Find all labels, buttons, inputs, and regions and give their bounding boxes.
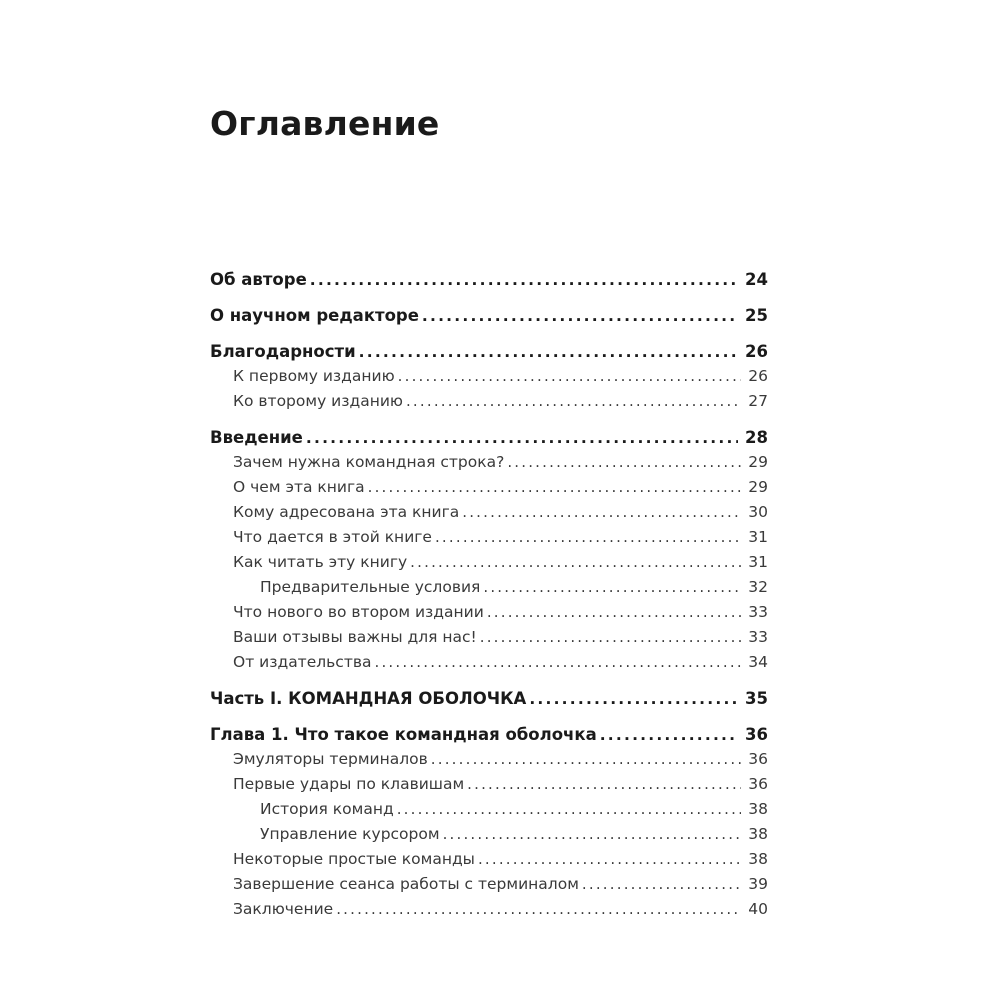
- toc-page-number: 34: [748, 653, 768, 671]
- toc-page-number: 40: [748, 900, 768, 918]
- toc-entry: [210, 600, 768, 625]
- toc-page-number: 25: [745, 306, 768, 325]
- toc-entry-label: От издательства: [233, 653, 372, 671]
- toc-entry: [210, 772, 768, 797]
- toc-entry-label: Кому адресована эта книга: [233, 503, 460, 521]
- toc-entry: [210, 722, 768, 747]
- toc-entry: [210, 550, 768, 575]
- toc-page-number: 38: [748, 850, 768, 868]
- toc-entry-label: Заключение: [233, 900, 334, 918]
- toc-entry: [210, 500, 768, 525]
- toc-page-number: 38: [748, 800, 768, 818]
- toc-dot-leader: [368, 475, 742, 500]
- table-of-contents: [210, 256, 768, 922]
- toc-dot-leader: [374, 650, 741, 675]
- toc-entry-label: О чем эта книга: [233, 478, 365, 496]
- toc-page-number: 26: [748, 367, 768, 385]
- toc-entry-label: Эмуляторы терминалов: [233, 750, 428, 768]
- toc-page-number: 33: [748, 628, 768, 646]
- toc-entry-label: Что дается в этой книге: [233, 528, 432, 546]
- toc-entry-label: Что нового во втором издании: [233, 603, 484, 621]
- toc-entry-label: Благодарности: [210, 342, 356, 361]
- toc-page-number: 38: [748, 825, 768, 843]
- toc-entry: [210, 686, 768, 711]
- toc-page-number: 36: [748, 750, 768, 768]
- toc-dot-leader: [397, 797, 742, 822]
- toc-entry-label: Об авторе: [210, 270, 307, 289]
- toc-page-number: 35: [745, 689, 768, 708]
- toc-entry: [210, 267, 768, 292]
- toc-dot-leader: [478, 847, 741, 872]
- toc-dot-leader: [462, 500, 741, 525]
- toc-page-number: 24: [745, 270, 768, 289]
- toc-dot-leader: [306, 425, 738, 451]
- toc-entry-label: Введение: [210, 428, 303, 447]
- toc-entry: [210, 450, 768, 475]
- toc-page-number: 29: [748, 453, 768, 471]
- toc-entry-label: Завершение сеанса работы с терминалом: [233, 875, 579, 893]
- toc-entry: [210, 872, 768, 897]
- toc-entry: [210, 525, 768, 550]
- toc-page-number: 39: [748, 875, 768, 893]
- toc-entry: [210, 475, 768, 500]
- toc-dot-leader: [422, 303, 738, 329]
- toc-dot-leader: [507, 450, 741, 475]
- toc-entry-label: Зачем нужна командная строка?: [233, 453, 505, 471]
- toc-entry-label: К первому изданию: [233, 367, 395, 385]
- toc-dot-leader: [529, 686, 738, 712]
- toc-entry: [210, 303, 768, 328]
- toc-entry: [210, 797, 768, 822]
- toc-entry-label: Некоторые простые команды: [233, 850, 475, 868]
- toc-entry: [210, 747, 768, 772]
- toc-entry-label: Предварительные условия: [260, 578, 481, 596]
- toc-entry: [210, 575, 768, 600]
- toc-dot-leader: [336, 897, 741, 922]
- toc-dot-leader: [600, 722, 738, 748]
- toc-dot-leader: [483, 575, 741, 600]
- toc-entry-label: Как читать эту книгу: [233, 553, 408, 571]
- toc-dot-leader: [487, 600, 741, 625]
- toc-page-number: 29: [748, 478, 768, 496]
- toc-dot-leader: [467, 772, 741, 797]
- toc-page-number: 31: [748, 528, 768, 546]
- toc-page-number: 31: [748, 553, 768, 571]
- toc-entry-label: Ваши отзывы важны для нас!: [233, 628, 477, 646]
- toc-dot-leader: [435, 525, 741, 550]
- toc-page-number: 27: [748, 392, 768, 410]
- toc-dot-leader: [359, 339, 738, 365]
- toc-page-number: 30: [748, 503, 768, 521]
- toc-entry: [210, 339, 768, 364]
- toc-entry-label: Управление курсором: [260, 825, 440, 843]
- toc-entry-label: Глава 1. Что такое командная оболочка: [210, 725, 597, 744]
- page-title: Оглавление: [210, 104, 440, 143]
- toc-entry: [210, 650, 768, 675]
- toc-dot-leader: [443, 822, 742, 847]
- toc-entry-label: Ко второму изданию: [233, 392, 403, 410]
- toc-page-number: 32: [748, 578, 768, 596]
- toc-dot-leader: [480, 625, 742, 650]
- toc-dot-leader: [310, 267, 738, 293]
- toc-entry: [210, 425, 768, 450]
- toc-entry: [210, 847, 768, 872]
- toc-entry: [210, 822, 768, 847]
- toc-page-number: 28: [745, 428, 768, 447]
- toc-entry: [210, 389, 768, 414]
- toc-entry-label: О научном редакторе: [210, 306, 419, 325]
- toc-entry: [210, 897, 768, 922]
- toc-entry: [210, 364, 768, 389]
- toc-entry-label: Первые удары по клавишам: [233, 775, 465, 793]
- toc-entry-label: История команд: [260, 800, 394, 818]
- toc-page-number: 33: [748, 603, 768, 621]
- toc-page-number: 36: [748, 775, 768, 793]
- toc-entry-label: Часть I. КОМАНДНАЯ ОБОЛОЧКА: [210, 689, 527, 708]
- toc-dot-leader: [582, 872, 741, 897]
- toc-dot-leader: [431, 747, 742, 772]
- toc-dot-leader: [410, 550, 741, 575]
- toc-dot-leader: [398, 364, 742, 389]
- toc-page-number: 26: [745, 342, 768, 361]
- toc-dot-leader: [406, 389, 741, 414]
- toc-entry: [210, 625, 768, 650]
- toc-page-number: 36: [745, 725, 768, 744]
